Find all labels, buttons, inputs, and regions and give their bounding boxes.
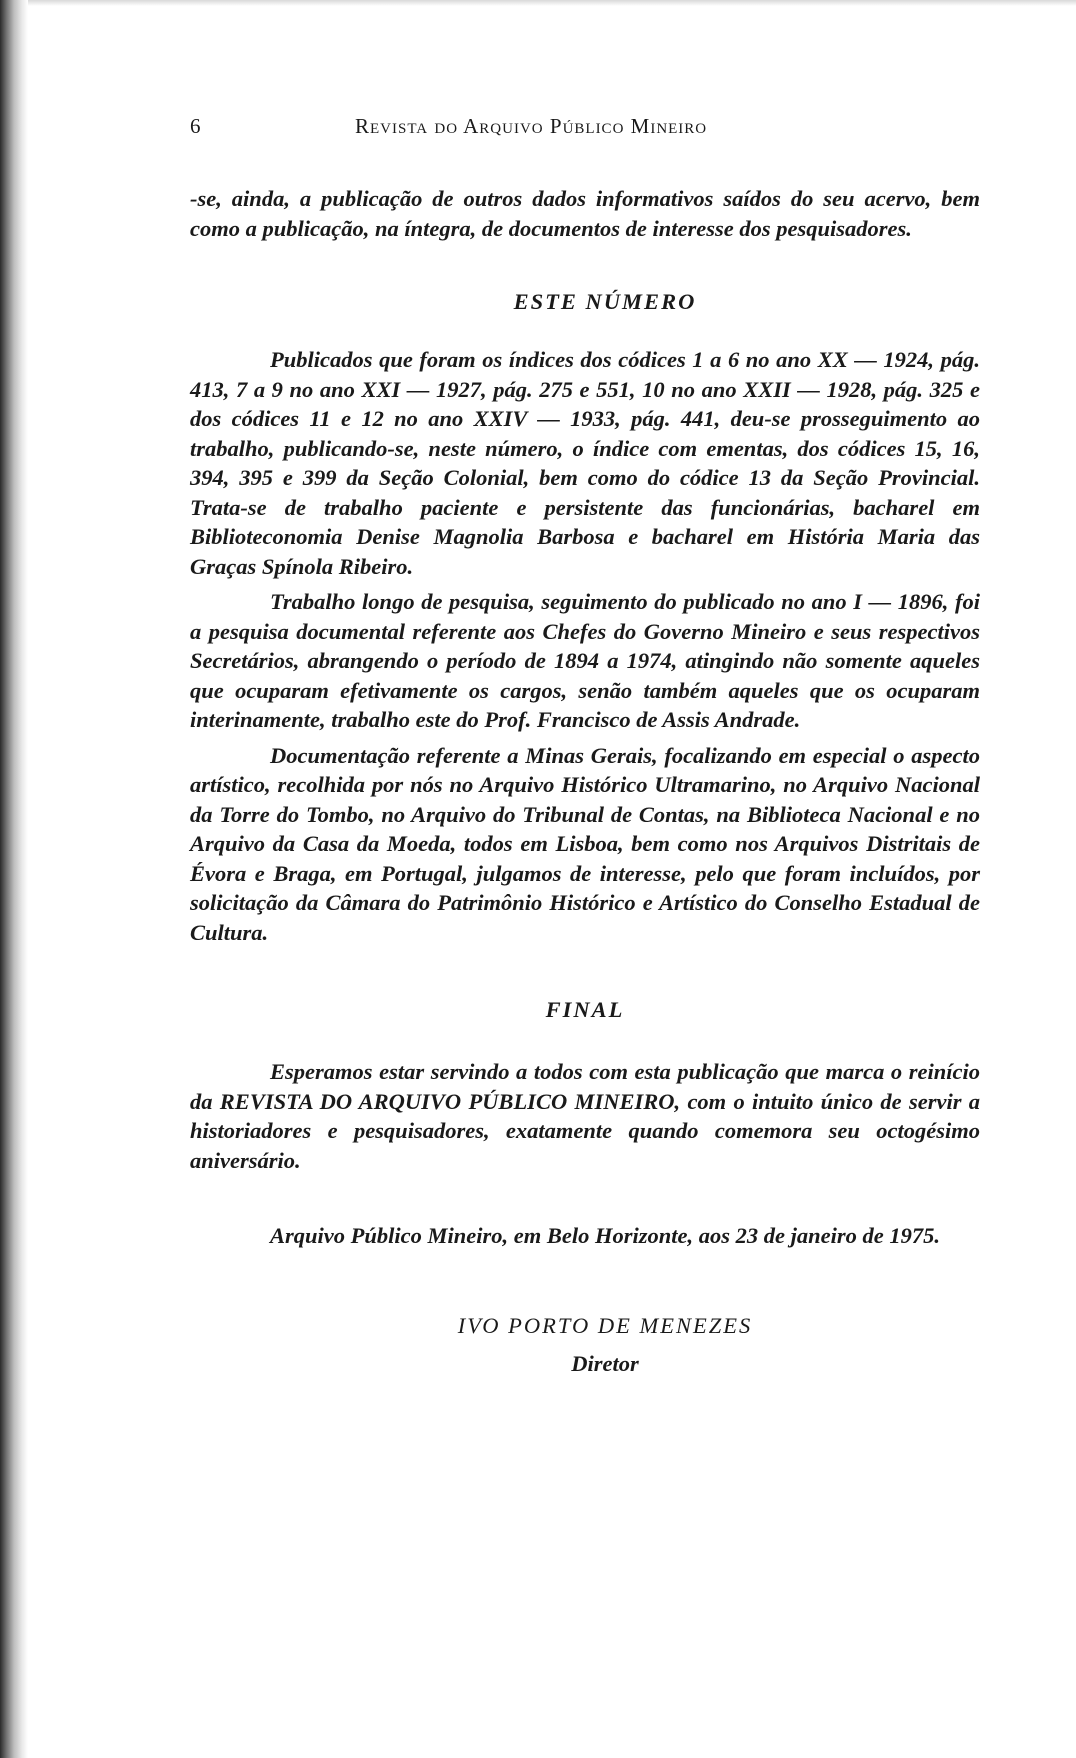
paragraph-indices: Publicados que foram os índices dos códices 1 a 6 no ano XX — 1924, pág. 413, 7 a 9 no ano XXI — 1927, pág. 275 e 551, 10 no ano XXII — 1928, pág. 325 e dos códices 11 e 12 no ano XXIV — 1933, pág. 441, deu-se prosseguimento ao trabalho, publicando-se, neste número, o índice com ementas, dos códices 15, 16, 394, 395 e 399 da Seção Colonial, bem como do códice 13 da Seção Provincial. Trata-se de trabalho paciente e persistente das funcionárias, bacharel em Biblioteconomia Denise Magnolia Barbosa e bacharel em História Maria das Graças Spínola Ribeiro. — [190, 347, 980, 579]
paragraph-documentacao: Documentação referente a Minas Gerais, focalizando em especial o aspecto artístico, recolhida por nós no Arquivo Histórico Ultramarino, no Arquivo Nacional da Torre do Tombo, no Arquivo do Tribunal de Contas, na Biblioteca Nacional e no Arquivo da Casa da Moeda, todos em Lisboa, bem como nos Arquivos Distritais de Évora e Braga, em Portugal, julgamos de interesse, pelo que foram incluídos, por solicitação da Câmara do Patrimônio Histórico e Artístico do Conselho Estadual de Cultura. — [190, 742, 980, 945]
page-number: 6 — [190, 114, 202, 138]
scan-binding-edge — [0, 0, 28, 1758]
paragraph-continuation: -se, ainda, a publicação de outros dados informativos saídos do seu acervo, bem como a publicação, na íntegra, de documentos de interesse dos pesquisadores. — [190, 186, 980, 241]
paragraph-dateline: Arquivo Público Mineiro, em Belo Horizonte, aos 23 de janeiro de 1975. — [270, 1223, 941, 1248]
running-title: Revista do Arquivo Público Mineiro — [355, 114, 708, 138]
paragraph-pesquisa-documental: Trabalho longo de pesquisa, seguimento do publicado no ano I — 1896, foi a pesquisa documental referente aos Chefes do Governo Mineiro e seus respectivos Secretários, abrangendo o período de 1894 a 1974, atingindo não somente aqueles que ocuparam efetivamente os cargos, senão também aqueles que os ocuparam interinamente, trabalho este do Prof. Francisco de Assis Andrade. — [190, 589, 980, 732]
document-page — [190, 108, 980, 1377]
section-title-final: FINAL — [545, 997, 625, 1022]
running-header — [190, 108, 980, 148]
section-title-este-numero: ESTE NÚMERO — [513, 289, 697, 314]
paragraph-final: Esperamos estar servindo a todos com esta publicação que marca o reinício da REVISTA DO ARQUIVO PÚBLICO MINEIRO, com o intuito único de servir a historiadores e pesquisadores, exatamente quando comemora seu octogésimo aniversário. — [190, 1059, 980, 1173]
scan-top-edge — [28, 0, 1076, 6]
signature-role: Diretor — [571, 1350, 639, 1376]
signature-name: IVO PORTO DE MENEZES — [457, 1312, 753, 1338]
